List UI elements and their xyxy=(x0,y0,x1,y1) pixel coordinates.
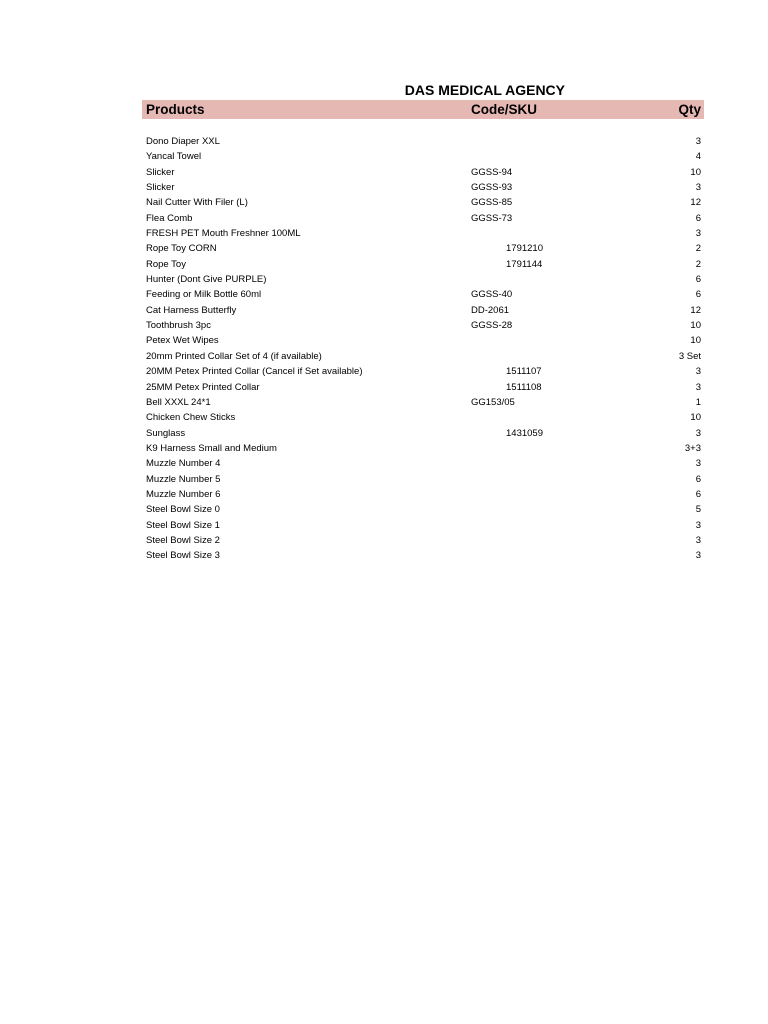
product-qty: 3 xyxy=(695,458,701,470)
product-qty: 10 xyxy=(690,166,701,178)
product-name: Toothbrush 3pc xyxy=(146,320,211,332)
product-qty: 6 xyxy=(695,289,701,301)
product-qty: 3 xyxy=(695,381,701,393)
header-qty: Qty xyxy=(678,102,701,117)
product-table-body xyxy=(142,134,704,564)
table-row xyxy=(142,241,704,256)
table-row xyxy=(142,533,704,548)
table-row xyxy=(142,410,704,425)
product-name: Steel Bowl Size 0 xyxy=(146,504,220,516)
product-name: Steel Bowl Size 1 xyxy=(146,519,220,531)
product-name: Hunter (Dont Give PURPLE) xyxy=(146,274,267,286)
product-name: 25MM Petex Printed Collar xyxy=(146,381,260,393)
product-qty: 3 xyxy=(695,136,701,147)
table-row xyxy=(142,272,704,287)
product-code: GGSS-40 xyxy=(471,289,513,301)
product-name: Dono Diaper XXL xyxy=(146,136,220,147)
product-qty: 6 xyxy=(695,274,701,286)
product-qty: 3 xyxy=(695,534,701,546)
product-qty: 6 xyxy=(695,212,701,224)
table-row xyxy=(142,211,704,226)
product-name: Yancal Towel xyxy=(146,151,202,163)
table-row xyxy=(142,548,704,563)
table-row xyxy=(142,134,704,149)
table-row xyxy=(142,472,704,487)
product-name: Muzzle Number 6 xyxy=(146,488,221,500)
table-row xyxy=(142,180,704,195)
table-row xyxy=(142,195,704,210)
product-name: Steel Bowl Size 2 xyxy=(146,534,220,546)
product-name: Rope Toy xyxy=(146,258,186,270)
product-name: Cat Harness Butterfly xyxy=(146,304,237,316)
product-qty: 6 xyxy=(695,473,701,485)
product-name: Bell XXXL 24*1 xyxy=(146,396,211,408)
product-code: GGSS-93 xyxy=(471,182,513,194)
table-row xyxy=(142,333,704,348)
product-name: Flea Comb xyxy=(146,212,193,224)
product-name: Chicken Chew Sticks xyxy=(146,412,236,424)
product-name: Nail Cutter With Filer (L) xyxy=(146,197,248,209)
table-row xyxy=(142,380,704,395)
product-name: Rope Toy CORN xyxy=(146,243,217,255)
product-qty: 12 xyxy=(690,197,701,209)
product-code: 1431059 xyxy=(506,427,543,439)
product-qty: 2 xyxy=(695,243,701,255)
product-name: Slicker xyxy=(146,166,175,178)
table-row xyxy=(142,149,704,164)
table-row xyxy=(142,364,704,379)
product-name: Sunglass xyxy=(146,427,186,439)
product-name: K9 Harness Small and Medium xyxy=(146,442,277,454)
product-qty: 10 xyxy=(690,335,701,347)
header-products: Products xyxy=(146,102,205,117)
product-qty: 2 xyxy=(695,258,701,270)
table-row xyxy=(142,287,704,302)
table-row xyxy=(142,303,704,318)
product-code: GGSS-94 xyxy=(471,166,513,178)
product-code: GGSS-85 xyxy=(471,197,513,209)
product-name: Muzzle Number 5 xyxy=(146,473,221,485)
table-row xyxy=(142,456,704,471)
product-code: 1511108 xyxy=(506,381,542,393)
product-qty: 3 xyxy=(695,550,701,562)
product-name: Feeding or Milk Bottle 60ml xyxy=(146,289,262,301)
product-qty: 12 xyxy=(690,304,701,316)
product-name: Petex Wet Wipes xyxy=(146,335,219,347)
product-qty: 4 xyxy=(695,151,701,163)
product-qty: 10 xyxy=(690,412,701,424)
product-qty: 3 xyxy=(695,228,701,240)
document-title: DAS MEDICAL AGENCY xyxy=(404,82,565,98)
product-name: FRESH PET Mouth Freshner 100ML xyxy=(146,228,301,240)
table-row xyxy=(142,165,704,180)
product-code: 1791144 xyxy=(506,258,543,270)
product-qty: 3 xyxy=(695,366,701,378)
table-row xyxy=(142,441,704,456)
product-qty: 10 xyxy=(690,320,701,332)
product-code: DD-2061 xyxy=(471,304,510,316)
table-header xyxy=(142,100,704,119)
header-code-sku: Code/SKU xyxy=(471,102,538,117)
table-row xyxy=(142,426,704,441)
product-name: Slicker xyxy=(146,182,175,194)
product-qty: 3 xyxy=(695,427,701,439)
product-code: GG153/05 xyxy=(471,396,515,408)
table-row xyxy=(142,226,704,241)
product-qty: 3 xyxy=(695,519,701,531)
product-qty: 3 xyxy=(695,182,701,194)
product-qty: 3+3 xyxy=(684,442,701,454)
table-row xyxy=(142,518,704,533)
product-name: Steel Bowl Size 3 xyxy=(146,550,220,562)
product-qty: 5 xyxy=(695,504,701,516)
product-code: 1511107 xyxy=(506,366,542,378)
product-code: GGSS-73 xyxy=(471,212,513,224)
table-row xyxy=(142,257,704,272)
product-code: GGSS-28 xyxy=(471,320,513,332)
table-row xyxy=(142,349,704,364)
product-code: 1791210 xyxy=(506,243,543,255)
product-qty: 6 xyxy=(695,488,701,500)
table-row xyxy=(142,487,704,502)
table-row xyxy=(142,502,704,517)
product-name: 20mm Printed Collar Set of 4 (if available) xyxy=(146,350,322,362)
table-row xyxy=(142,318,704,333)
product-qty: 1 xyxy=(695,396,701,408)
product-qty: 3 Set xyxy=(678,350,701,362)
product-name: 20MM Petex Printed Collar (Cancel if Set available) xyxy=(146,366,363,378)
table-row xyxy=(142,395,704,410)
product-name: Muzzle Number 4 xyxy=(146,458,221,470)
